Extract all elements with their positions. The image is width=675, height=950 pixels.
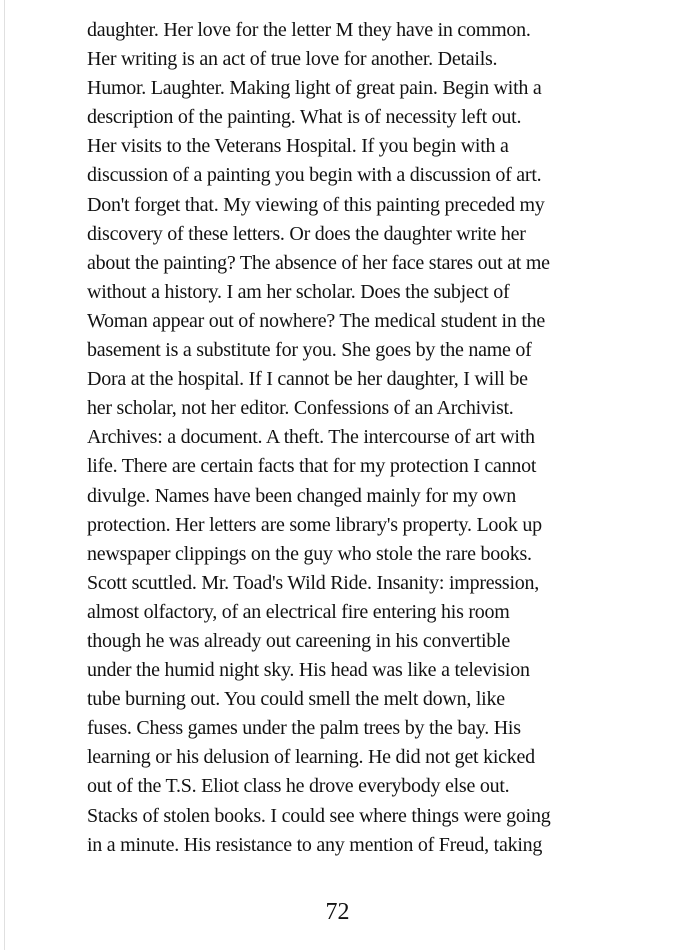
text-line: Her visits to the Veterans Hospital. If you begin with a bbox=[87, 135, 509, 158]
text-line: almost olfactory, of an electrical fire entering his room bbox=[87, 600, 510, 623]
text-line: Archives: a document. A theft. The intercourse of art with bbox=[87, 426, 535, 449]
text-line: daughter. Her love for the letter M they have in common. bbox=[87, 19, 531, 41]
text-line: learning or his delusion of learning. He did not get kicked bbox=[87, 746, 535, 769]
text-line: protection. Her letters are some library's property. Look up bbox=[87, 513, 542, 536]
page-number: 72 bbox=[325, 899, 350, 925]
text-line: discovery of these letters. Or does the daughter write her bbox=[87, 222, 526, 245]
text-line: Her writing is an act of true love for another. Details. bbox=[87, 48, 498, 71]
scan-edge-artifact bbox=[4, 0, 5, 950]
body-text bbox=[87, 16, 647, 860]
text-line: though he was already out careening in his convertible bbox=[87, 629, 511, 652]
text-line: divulge. Names have been changed mainly for my own bbox=[87, 484, 517, 507]
text-line: Humor. Laughter. Making light of great pain. Begin with a bbox=[87, 77, 542, 100]
text-line: under the humid night sky. His head was like a television bbox=[87, 659, 530, 682]
text-line: Dora at the hospital. If I cannot be her daughter, I will be bbox=[87, 368, 528, 391]
text-line: without a history. I am her scholar. Does the subject of bbox=[87, 280, 510, 303]
text-line: Don't forget that. My viewing of this painting preceded my bbox=[87, 193, 545, 216]
text-line: Stacks of stolen books. I could see where things were going bbox=[87, 804, 551, 827]
text-line: out of the T.S. Eliot class he drove everybody else out. bbox=[87, 775, 510, 798]
text-line: about the painting? The absence of her face stares out at me bbox=[87, 251, 550, 274]
text-line: Scott scuttled. Mr. Toad's Wild Ride. Insanity: impression, bbox=[87, 571, 539, 594]
text-line: newspaper clippings on the guy who stole the rare books. bbox=[87, 542, 532, 565]
text-line: in a minute. His resistance to any mention of Freud, taking bbox=[87, 833, 543, 856]
text-line: basement is a substitute for you. She goes by the name of bbox=[87, 339, 532, 362]
text-line: tube burning out. You could smell the melt down, like bbox=[87, 688, 505, 711]
text-line: fuses. Chess games under the palm trees by the bay. His bbox=[87, 717, 521, 740]
text-line: life. There are certain facts that for my protection I cannot bbox=[87, 455, 537, 478]
text-line: description of the painting. What is of necessity left out. bbox=[87, 106, 522, 129]
text-line: discussion of a painting you begin with a discussion of art. bbox=[87, 164, 542, 187]
text-line: Woman appear out of nowhere? The medical student in the bbox=[87, 309, 545, 332]
text-line: her scholar, not her editor. Confessions of an Archivist. bbox=[87, 397, 514, 420]
